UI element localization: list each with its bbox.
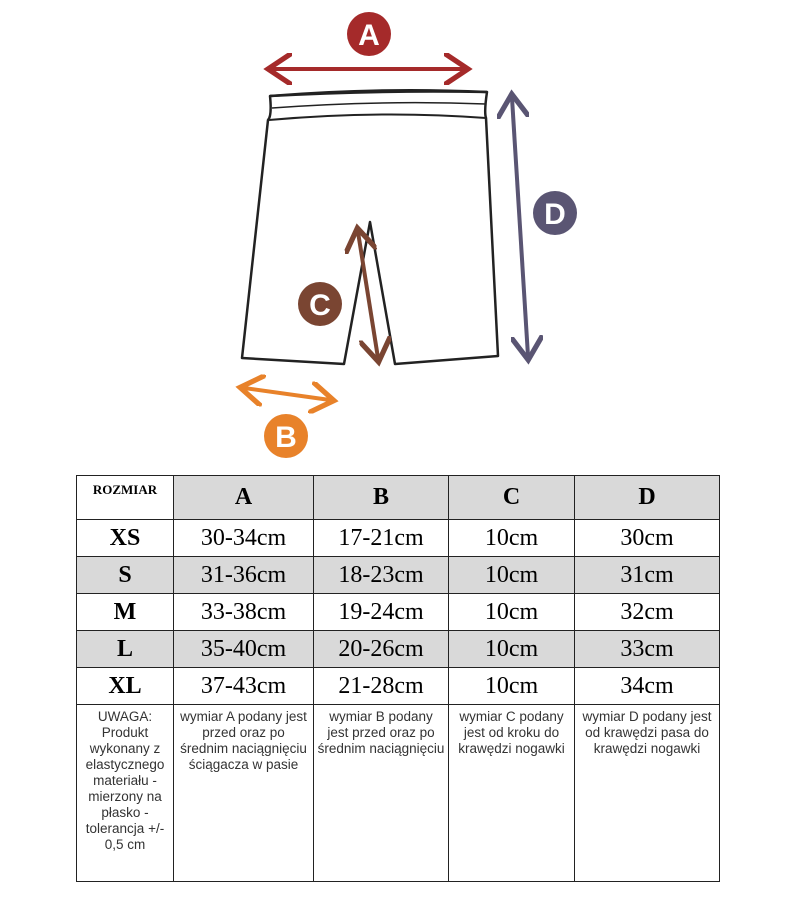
note-a: wymiar A podany jest przed oraz po średnim naciągnięciu ściągacza w pasie — [174, 705, 314, 882]
cell-c: 10cm — [449, 557, 575, 594]
cell-d: 34cm — [575, 668, 720, 705]
badge-b-label: B — [275, 421, 297, 454]
header-b: B — [314, 476, 449, 520]
cell-b: 20-26cm — [314, 631, 449, 668]
cell-size: S — [77, 557, 174, 594]
cell-size: M — [77, 594, 174, 631]
header-size: ROZMIAR — [77, 476, 174, 520]
note-d: wymiar D podany jest od krawędzi pasa do krawędzi nogawki — [575, 705, 720, 882]
cell-c: 10cm — [449, 594, 575, 631]
cell-d: 32cm — [575, 594, 720, 631]
badge-d-label: D — [544, 198, 566, 231]
cell-b: 17-21cm — [314, 520, 449, 557]
cell-d: 30cm — [575, 520, 720, 557]
cell-c: 10cm — [449, 631, 575, 668]
cell-a: 35-40cm — [174, 631, 314, 668]
notes-row — [77, 705, 720, 882]
cell-d: 31cm — [575, 557, 720, 594]
size-table — [76, 475, 720, 882]
table-row — [77, 557, 720, 594]
cell-size: L — [77, 631, 174, 668]
table-row — [77, 668, 720, 705]
cell-size: XS — [77, 520, 174, 557]
badge-d — [533, 191, 577, 235]
header-a: A — [174, 476, 314, 520]
cell-c: 10cm — [449, 520, 575, 557]
note-b: wymiar B podany jest przed oraz po średnim naciągnięciu — [314, 705, 449, 882]
badge-c-label: C — [309, 289, 331, 322]
cell-a: 30-34cm — [174, 520, 314, 557]
size-table-header — [77, 476, 720, 520]
badge-a-label: A — [358, 19, 380, 52]
cell-a: 37-43cm — [174, 668, 314, 705]
cell-a: 33-38cm — [174, 594, 314, 631]
cell-b: 18-23cm — [314, 557, 449, 594]
badge-c — [298, 282, 342, 326]
cell-c: 10cm — [449, 668, 575, 705]
badge-a — [347, 12, 391, 56]
table-row — [77, 520, 720, 557]
table-row — [77, 631, 720, 668]
shorts-outline — [242, 90, 498, 364]
arrow-d — [512, 98, 528, 356]
note-c: wymiar C podany jest od kroku do krawędzi nogawki — [449, 705, 575, 882]
table-row — [77, 594, 720, 631]
cell-a: 31-36cm — [174, 557, 314, 594]
note-size: UWAGA: Produkt wykonany z elastycznego materiału - mierzony na płasko - tolerancja +/- 0,5 cm — [77, 705, 174, 882]
header-c: C — [449, 476, 575, 520]
cell-b: 19-24cm — [314, 594, 449, 631]
badge-b — [264, 414, 308, 458]
cell-d: 33cm — [575, 631, 720, 668]
arrow-b — [244, 388, 330, 400]
cell-b: 21-28cm — [314, 668, 449, 705]
header-d: D — [575, 476, 720, 520]
cell-size: XL — [77, 668, 174, 705]
